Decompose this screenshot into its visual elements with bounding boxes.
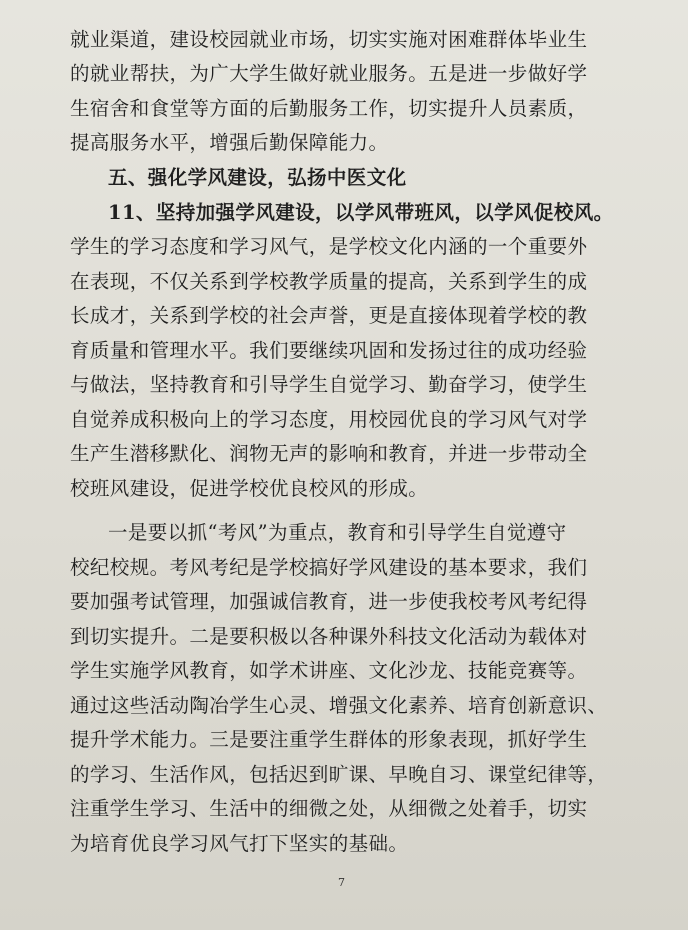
text-line: 学生实施学风教育，如学术讲座、文化沙龙、技能竞赛等。 (70, 659, 588, 682)
text-line: 与做法，坚持教育和引导学生自觉学习、勤奋学习，使学生 (70, 373, 588, 396)
section-heading: 五、强化学风建设，弘扬中医文化 (108, 166, 407, 189)
text-line: 自觉养成积极向上的学习态度，用校园优良的学习风气对学 (70, 408, 588, 431)
text-line: 学生的学习态度和学习风气，是学校文化内涵的一个重要外 (70, 235, 588, 258)
text-line: 校班风建设，促进学校优良校风的形成。 (70, 477, 429, 500)
text-line: 提高服务水平，增强后勤保障能力。 (70, 131, 389, 154)
text-line: 校纪校规。考风考纪是学校搞好学风建设的基本要求，我们 (70, 556, 588, 579)
text-line: 注重学生学习、生活中的细微之处，从细微之处着手，切实 (70, 797, 588, 820)
text-line: 在表现，不仅关系到学校教学质量的提高，关系到学生的成 (70, 270, 588, 293)
text-line: 提升学术能力。三是要注重学生群体的形象表现，抓好学生 (70, 728, 588, 751)
subsection-heading: 11、坚持加强学风建设，以学风带班风，以学风促校风。 (108, 201, 614, 224)
text-line: 长成才，关系到学校的社会声誉，更是直接体现着学校的教 (70, 304, 588, 327)
text-line: 一是要以抓“考风”为重点，教育和引导学生自觉遵守 (108, 521, 567, 544)
text-line: 就业渠道，建设校园就业市场，切实实施对困难群体毕业生 (70, 28, 588, 51)
text-line: 的学习、生活作风，包括迟到旷课、早晚自习、课堂纪律等， (70, 763, 608, 786)
text-line: 育质量和管理水平。我们要继续巩固和发扬过往的成功经验 (70, 339, 588, 362)
text-line: 生宿舍和食堂等方面的后勤服务工作，切实提升人员素质， (70, 97, 588, 120)
page-number: 7 (338, 876, 345, 889)
text-line: 通过这些活动陶冶学生心灵、增强文化素养、培育创新意识、 (70, 694, 608, 717)
text-line: 为培育优良学习风气打下坚实的基础。 (70, 832, 409, 855)
text-line: 的就业帮扶，为广大学生做好就业服务。五是进一步做好学 (70, 62, 588, 85)
text-line: 要加强考试管理，加强诚信教育，进一步使我校考风考纪得 (70, 590, 588, 613)
text-line: 到切实提升。二是要积极以各种课外科技文化活动为载体对 (70, 625, 588, 648)
text-line: 生产生潜移默化、润物无声的影响和教育，并进一步带动全 (70, 442, 588, 465)
